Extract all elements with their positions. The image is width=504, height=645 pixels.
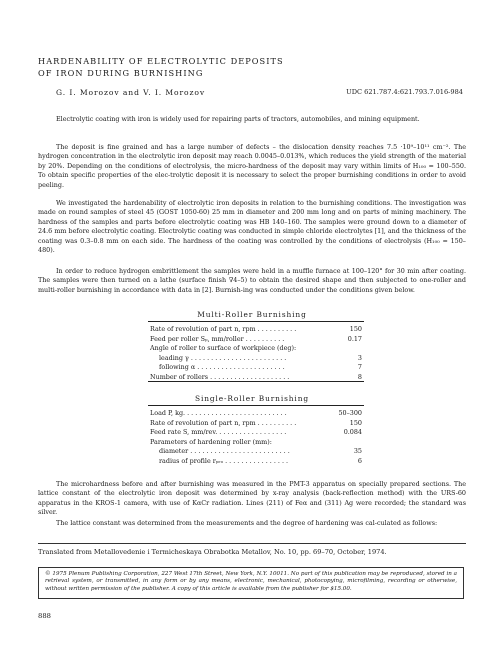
authors: G. I. Morozov and V. I. Morozov xyxy=(56,88,206,97)
multi-roller-row xyxy=(150,335,362,344)
single-roller-heading: Single-Roller Burnishing xyxy=(194,394,309,403)
parameter-label: Angle of roller to surface of workpiece (deg): xyxy=(150,344,297,353)
translation-note: Translated from Metallovedenie i Termicheskaya Obrabotka Metallov, No. 10, pp. 69–70, October, 1974. xyxy=(38,548,387,556)
multi-roller-heading: Multi-Roller Burnishing xyxy=(197,310,307,319)
table-rule-single-top xyxy=(148,405,364,406)
title-line-2: OF IRON DURING BURNISHING xyxy=(38,68,204,78)
parameter-value: 8 xyxy=(357,373,362,381)
single-roller-row xyxy=(150,447,362,456)
parameter-label: Parameters of hardening roller (mm): xyxy=(150,437,272,446)
parameter-value: 35 xyxy=(353,447,362,456)
parameter-label: following α . . . . . . . . . . . . . . . . . . . . . . xyxy=(159,363,285,372)
title-line-1: HARDENABILITY OF ELECTROLYTIC DEPOSITS xyxy=(38,56,284,66)
multi-roller-row xyxy=(150,325,362,334)
parameter-label: Feed rate S, mm/rev. . . . . . . . . . . . . . . . . . xyxy=(150,428,287,437)
single-roller-row xyxy=(150,409,362,418)
paragraph-2: The deposit is fine grained and has a large number of defects – the dislocation density reaches 7.5 ·10⁹–10¹¹ cm⁻². The hydrogen concentration in the electrolytic iron deposit may reach 0.0045–0.013%, which reduces the yield strength of the material by 20%. Depending on the conditions of electrolysis, the micro-hardness of the deposit may vary within limits of H₁₀₀ = 100–550. To obtain specific properties of the elec-trolytic deposit it is necessary to select the proper burnishing conditions in order to avoid peeling. xyxy=(38,143,466,189)
parameter-value: 0.17 xyxy=(347,334,362,343)
parameter-label: radius of profile rₚᵣₒ . . . . . . . . . . . . . . . . xyxy=(159,457,289,465)
parameter-value: 3 xyxy=(357,353,362,362)
multi-roller-row xyxy=(150,354,362,363)
page-number: 888 xyxy=(38,612,51,620)
parameter-value: 0.084 xyxy=(343,428,362,437)
paragraph-3: We investigated the hardenability of electrolytic iron deposits in relation to the burnishing conditions. The investigation was made on round samples of steel 45 (GOST 1050-60) 25 mm in diameter and 200 mm long and on parts of mining machinery. The hardness of the samples and parts before electrolytic coating was HB 140–160. The samples were ground down to a diameter of 24.6 mm before electrolytic coating. Electrolytic coating was conducted in simple chloride electrolytes [1], and the thickness of the coating was 0.3–0.8 mm on each side. The hardness of the coating was controlled by the conditions of electrolysis (H₁₀₀ = 150–480). xyxy=(38,199,466,255)
paragraph-1: Electrolytic coating with iron is widely used for repairing parts of tractors, automobiles, and mining equipment. xyxy=(56,115,420,123)
paragraph-5: The microhardness before and after burnishing was measured in the PMT-3 apparatus on specially prepared sections. The lattice constant of the electrolytic iron deposit was determined by x-ray analysis (back-reflection method) with the URS-60 apparatus in the KROS-1 camera, with use of KαCr radiation. Lines (211) of Feα and (311) Ag were recorded; the standard was silver. xyxy=(38,480,466,517)
parameter-label: diameter . . . . . . . . . . . . . . . . . . . . . . . . . xyxy=(159,447,290,456)
footnote-rule xyxy=(38,543,466,544)
parameter-value: 6 xyxy=(357,457,362,465)
parameter-value: 150 xyxy=(349,325,362,333)
parameter-label: Load P, kg. . . . . . . . . . . . . . . . . . . . . . . . . . xyxy=(150,409,287,417)
table-rule-top xyxy=(148,321,364,322)
parameter-label: leading γ . . . . . . . . . . . . . . . . . . . . . . . . xyxy=(159,353,287,362)
multi-roller-row xyxy=(150,344,362,353)
single-roller-row xyxy=(150,419,362,428)
copyright-box xyxy=(38,567,464,599)
parameter-label: Number of rollers . . . . . . . . . . . . . . . . . . . . xyxy=(150,373,290,381)
parameter-label: Rate of revolution of part n, rpm . . . . . . . . . . xyxy=(150,418,297,427)
paragraph-4: In order to reduce hydrogen embrittlement the samples were held in a muffle furnace at 100–120° for 30 min after coating. The samples were then turned on a lathe (surface finish ∇4–5) to obtain the desired shape and then subjected to one-roller and multi-roller burnishing in accordance with data in [2]. Burnish-ing was conducted under the conditions given below. xyxy=(38,267,466,294)
single-roller-row xyxy=(150,438,362,447)
single-roller-row xyxy=(150,457,362,466)
copyright-text: © 1975 Plenum Publishing Corporation, 227 West 17th Street, New York, N.Y. 10011. No part of this publication may be reproduced, stored in a retrieval system, or transmitted, in any form or by any means, electronic, mechanical, photocopying, microfilming, recording or otherwise, without written permission of the publisher. A copy of this article is available from the publisher for $15.00. xyxy=(45,571,457,592)
parameter-label: Feed per roller Sₚ, mm/roller . . . . . . . . . . xyxy=(150,334,285,343)
table-rule-mid xyxy=(148,381,364,382)
udc-code: UDC 621.787.4:621.793.7.016-984 xyxy=(346,88,463,96)
single-roller-row xyxy=(150,428,362,437)
parameter-value: 7 xyxy=(357,363,362,372)
parameter-label: Rate of revolution of part n, rpm . . . . . . . . . . xyxy=(150,325,297,333)
paragraph-6: The lattice constant was determined from the measurements and the degree of hardening was cal-culated as follows: xyxy=(56,519,438,527)
parameter-value: 150 xyxy=(349,418,362,427)
article-title xyxy=(38,55,284,79)
parameter-value: 50–300 xyxy=(338,409,362,417)
multi-roller-row xyxy=(150,363,362,372)
